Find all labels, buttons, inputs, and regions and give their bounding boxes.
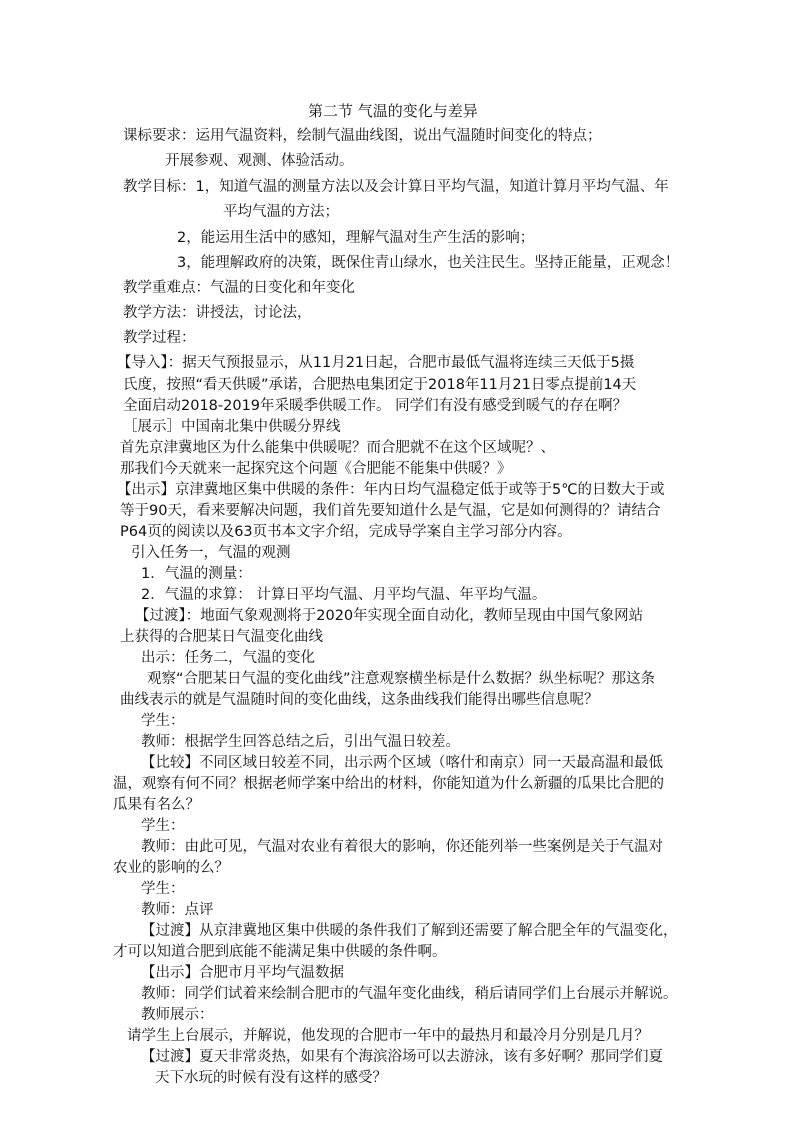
- line-transition-1-cont: 上获得的合肥某日气温变化曲线: [120, 629, 323, 645]
- line-teacher-2: 教师：由此可见，气温对农业有着很大的影响，你还能列举一些案例是关于气温对: [141, 839, 663, 855]
- line-teaching-goal-1-cont: 平均气温的方法；: [223, 204, 339, 220]
- line-student-present: 请学生上台展示，并解说，他发现的合肥市一年中的最热月和最冷月分别是几月？: [127, 1028, 649, 1044]
- line-compare: 【比较】不同区域日较差不同，出示两个区域（喀什和南京）同一天最高温和最低: [141, 755, 663, 771]
- line-heating-condition-2: 等于90天，看来要解决问题，我们首先要知道什么是气温，它是如何测得的？请结合: [120, 503, 661, 519]
- line-curriculum-requirement: 课标要求：运用气温资料，绘制气温曲线图，说出气温随时间变化的特点；: [123, 128, 602, 144]
- line-teacher-1: 教师：根据学生回答总结之后，引出气温日较差。: [141, 734, 460, 750]
- line-teaching-goal-2: 2，能运用生活中的感知，理解气温对生产生活的影响；: [177, 230, 535, 246]
- line-intro: 【导入】：据天气预报显示，从11月21日起，合肥市最低气温将连续三天低于5摄: [117, 355, 635, 371]
- line-question-1: 首先京津冀地区为什么能集中供暖呢？而合肥就不在这个区域呢？、: [120, 440, 555, 456]
- line-curriculum-requirement-cont: 开展参观、观测、体验活动。: [165, 153, 354, 169]
- line-teaching-process: 教学过程：: [123, 330, 196, 346]
- line-compute: 2．气温的求算： 计算日平均气温、月平均气温、年平均气温。: [141, 587, 547, 603]
- line-task-one: 引入任务一，气温的观测: [131, 545, 291, 561]
- line-measure: 1．气温的测量：: [141, 566, 252, 582]
- line-key-difficulty: 教学重难点：气温的日变化和年变化: [123, 280, 355, 296]
- page-title: 第二节 气温的变化与差异: [308, 102, 478, 120]
- line-transition-3: 【过渡】夏天非常炎热，如果有个海滨浴场可以去游泳，该有多好啊？那同学们夏: [141, 1049, 663, 1065]
- line-teaching-goal-1: 教学目标：1，知道气温的测量方法以及会计算日平均气温，知道计算月平均气温、年: [123, 179, 669, 195]
- line-student-1: 学生：: [141, 713, 185, 729]
- line-show-map: ［展示］中国南北集中供暖分界线: [123, 419, 341, 435]
- line-question-2: 那我们今天就来一起探究这个问题《合肥能不能集中供暖？》: [120, 461, 512, 477]
- line-heating-condition-3: P64页的阅读以及63页书本文字介绍，完成导学案自主学习部分内容。: [120, 524, 572, 540]
- line-transition-2: 【过渡】从京津冀地区集中供暖的条件我们了解到还需要了解合肥全年的气温变化，: [141, 923, 678, 939]
- line-transition-2-cont: 才可以知道合肥到底能不能满足集中供暖的条件啊。: [113, 944, 447, 960]
- line-compare-3: 瓜果有名么？: [113, 797, 200, 813]
- line-transition-3-cont: 天下水玩的时候有没有这样的感受？: [155, 1070, 387, 1086]
- line-compare-2: 温，观察有何不同？根据老师学案中给出的材料，你能知道为什么新疆的瓜果比合肥的: [113, 776, 664, 792]
- line-teaching-goal-3: 3，能理解政府的决策，既保住青山绿水，也关注民生。坚持正能量，正观念！: [177, 255, 680, 271]
- line-task-two: 出示：任务二，气温的变化: [141, 650, 315, 666]
- line-student-2: 学生：: [141, 818, 185, 834]
- line-intro-3: 全面启动2018-2019年采暖季供暖工作。 同学们有没有感受到暖气的存在啊？: [123, 398, 628, 414]
- line-heating-condition: 【出示】京津冀地区集中供暖的条件：年内日均气温稳定低于或等于5℃的日数大于或: [117, 482, 665, 498]
- line-teaching-method: 教学方法：讲授法，讨论法，: [123, 305, 312, 321]
- line-teacher-3: 教师：点评: [141, 902, 214, 918]
- line-transition-1: 【过渡】：地面气象观测将于2020年实现全面自动化，教师呈现由中国气象网站: [135, 608, 644, 624]
- line-teacher-show: 教师展示：: [141, 1007, 214, 1023]
- line-teacher-2-cont: 农业的影响的么？: [113, 860, 229, 876]
- line-observe-cont: 曲线表示的就是气温随时间的变化曲线，这条曲线我们能得出哪些信息呢？: [120, 692, 599, 708]
- line-student-3: 学生：: [141, 881, 185, 897]
- line-intro-2: 氏度，按照“看天供暖”承诺，合肥热电集团定于2018年11月21日零点提前14天: [123, 377, 637, 393]
- line-teacher-4: 教师：同学们试着来绘制合肥市的气温年变化曲线，稍后请同学们上台展示并解说。: [141, 986, 678, 1002]
- line-observe: 观察“合肥某日气温的变化曲线”注意观察横坐标是什么数据？纵坐标呢？那这条: [147, 671, 656, 687]
- line-show-data: 【出示】合肥市月平均气温数据: [141, 965, 344, 981]
